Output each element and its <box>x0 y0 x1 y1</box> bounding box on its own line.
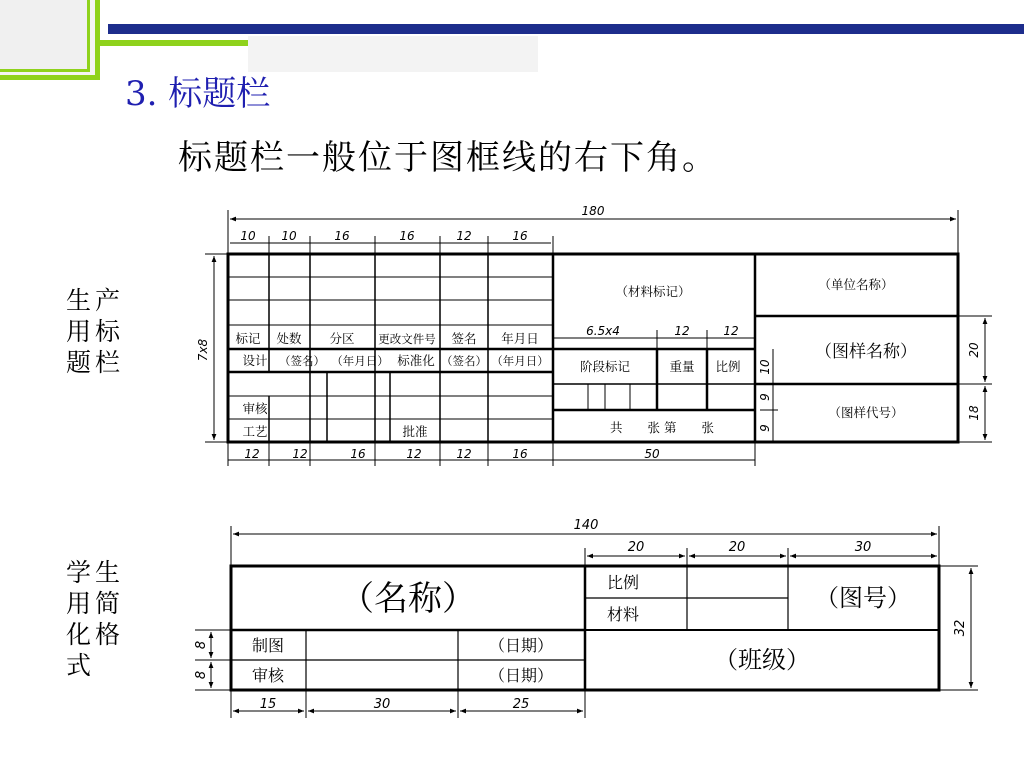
dim-top-seg: 12 <box>456 229 472 243</box>
row-header-date: 年月日 <box>501 331 539 346</box>
production-side-label-line: 生产 <box>66 286 125 315</box>
row-header-change-doc: 更改文件号 <box>378 332 436 346</box>
standardization-label: 标准化 <box>397 353 435 368</box>
student-side-label-line: 学生 <box>66 558 125 587</box>
page-subtitle: 标题栏一般位于图框线的右下角。 <box>178 138 718 178</box>
page-title: 3. 标题栏 <box>125 74 271 114</box>
student-drawer-label: 制图 <box>251 636 285 655</box>
student-scale-label: 比例 <box>606 573 640 592</box>
dim-mid-seg: 12 <box>674 324 690 338</box>
dim-bottom-seg: 12 <box>244 447 260 461</box>
dim-student-top-seg: 20 <box>627 540 645 555</box>
student-drawing-no-cell: （图号） <box>815 584 911 612</box>
row-header-count: 处数 <box>276 331 302 346</box>
dim-student-total-height: 32 <box>953 619 968 637</box>
dim-top-seg: 16 <box>399 229 415 243</box>
dim-inner-height: 9 <box>758 424 772 432</box>
dim-mid-seg: 12 <box>723 324 739 338</box>
stage-mark-label: 阶段标记 <box>579 359 631 374</box>
drawing-code-cell: （图样代号） <box>828 405 904 420</box>
dim-student-top-seg: 20 <box>728 540 746 555</box>
dim-inner-height: 9 <box>758 393 772 401</box>
dim-student-left-height: 8 <box>194 670 209 680</box>
dim-student-bottom-seg: 25 <box>512 697 530 712</box>
row-header-zone: 分区 <box>329 331 355 346</box>
student-name-cell: （名称） <box>340 579 476 619</box>
dim-inner-height: 10 <box>758 359 772 375</box>
dim-bottom-seg: 50 <box>644 447 660 461</box>
production-cell-texts <box>235 277 917 439</box>
standard-date: （年月日） <box>491 354 549 368</box>
weight-label: 重量 <box>669 359 695 374</box>
dim-total-height: 7x8 <box>196 338 210 362</box>
production-side-label-line: 题栏 <box>66 348 125 377</box>
student-date1: （日期） <box>488 636 554 655</box>
dim-mid-seg: 6.5x4 <box>586 324 620 338</box>
approve-label: 批准 <box>402 424 428 439</box>
dim-student-bottom-seg: 15 <box>259 697 277 712</box>
row-header-sign: 签名 <box>451 331 477 346</box>
production-dimension-lines <box>205 210 992 466</box>
process-label: 工艺 <box>242 424 268 439</box>
dim-bottom-seg: 12 <box>406 447 422 461</box>
dim-bottom-seg: 16 <box>512 447 528 461</box>
dim-right-height: 20 <box>967 342 981 358</box>
scale-label: 比例 <box>715 359 741 374</box>
dim-right-height: 18 <box>967 405 981 421</box>
dim-student-total-width: 140 <box>573 518 599 533</box>
dim-bottom-seg: 12 <box>456 447 472 461</box>
row-header-mark: 标记 <box>235 331 261 346</box>
dim-top-seg: 10 <box>240 229 256 243</box>
dim-student-top-seg: 30 <box>854 540 872 555</box>
dim-total-width: 180 <box>581 204 605 218</box>
dim-top-seg: 10 <box>281 229 297 243</box>
standard-sign: （签名） <box>441 354 487 368</box>
dim-bottom-seg: 16 <box>350 447 366 461</box>
design-sign: （签名） <box>279 354 325 368</box>
drawing-name-cell: （图样名称） <box>815 342 917 362</box>
dim-top-seg: 16 <box>334 229 350 243</box>
material-mark-cell: （材料标记） <box>615 284 691 299</box>
student-reviewer-label: 审核 <box>251 666 285 685</box>
dim-top-seg: 16 <box>512 229 528 243</box>
student-side-label-line: 式 <box>66 651 96 680</box>
dim-student-bottom-seg: 30 <box>373 697 391 712</box>
review-label: 审核 <box>242 401 268 416</box>
student-side-label-line: 用简 <box>66 589 125 618</box>
dim-bottom-seg: 12 <box>292 447 308 461</box>
unit-name-cell: （单位名称） <box>818 277 894 292</box>
student-material-label: 材料 <box>606 605 640 624</box>
dim-student-left-height: 8 <box>194 640 209 650</box>
design-label: 设计 <box>242 353 268 368</box>
student-class-cell: （班级） <box>714 646 810 674</box>
student-date2: （日期） <box>488 666 554 685</box>
student-side-label-line: 化格 <box>66 620 125 649</box>
production-side-label-line: 用标 <box>66 317 125 346</box>
student-dimension-texts <box>194 518 968 712</box>
sheets-label: 共 张 第 张 <box>610 420 714 435</box>
design-date: （年月日） <box>331 354 389 368</box>
